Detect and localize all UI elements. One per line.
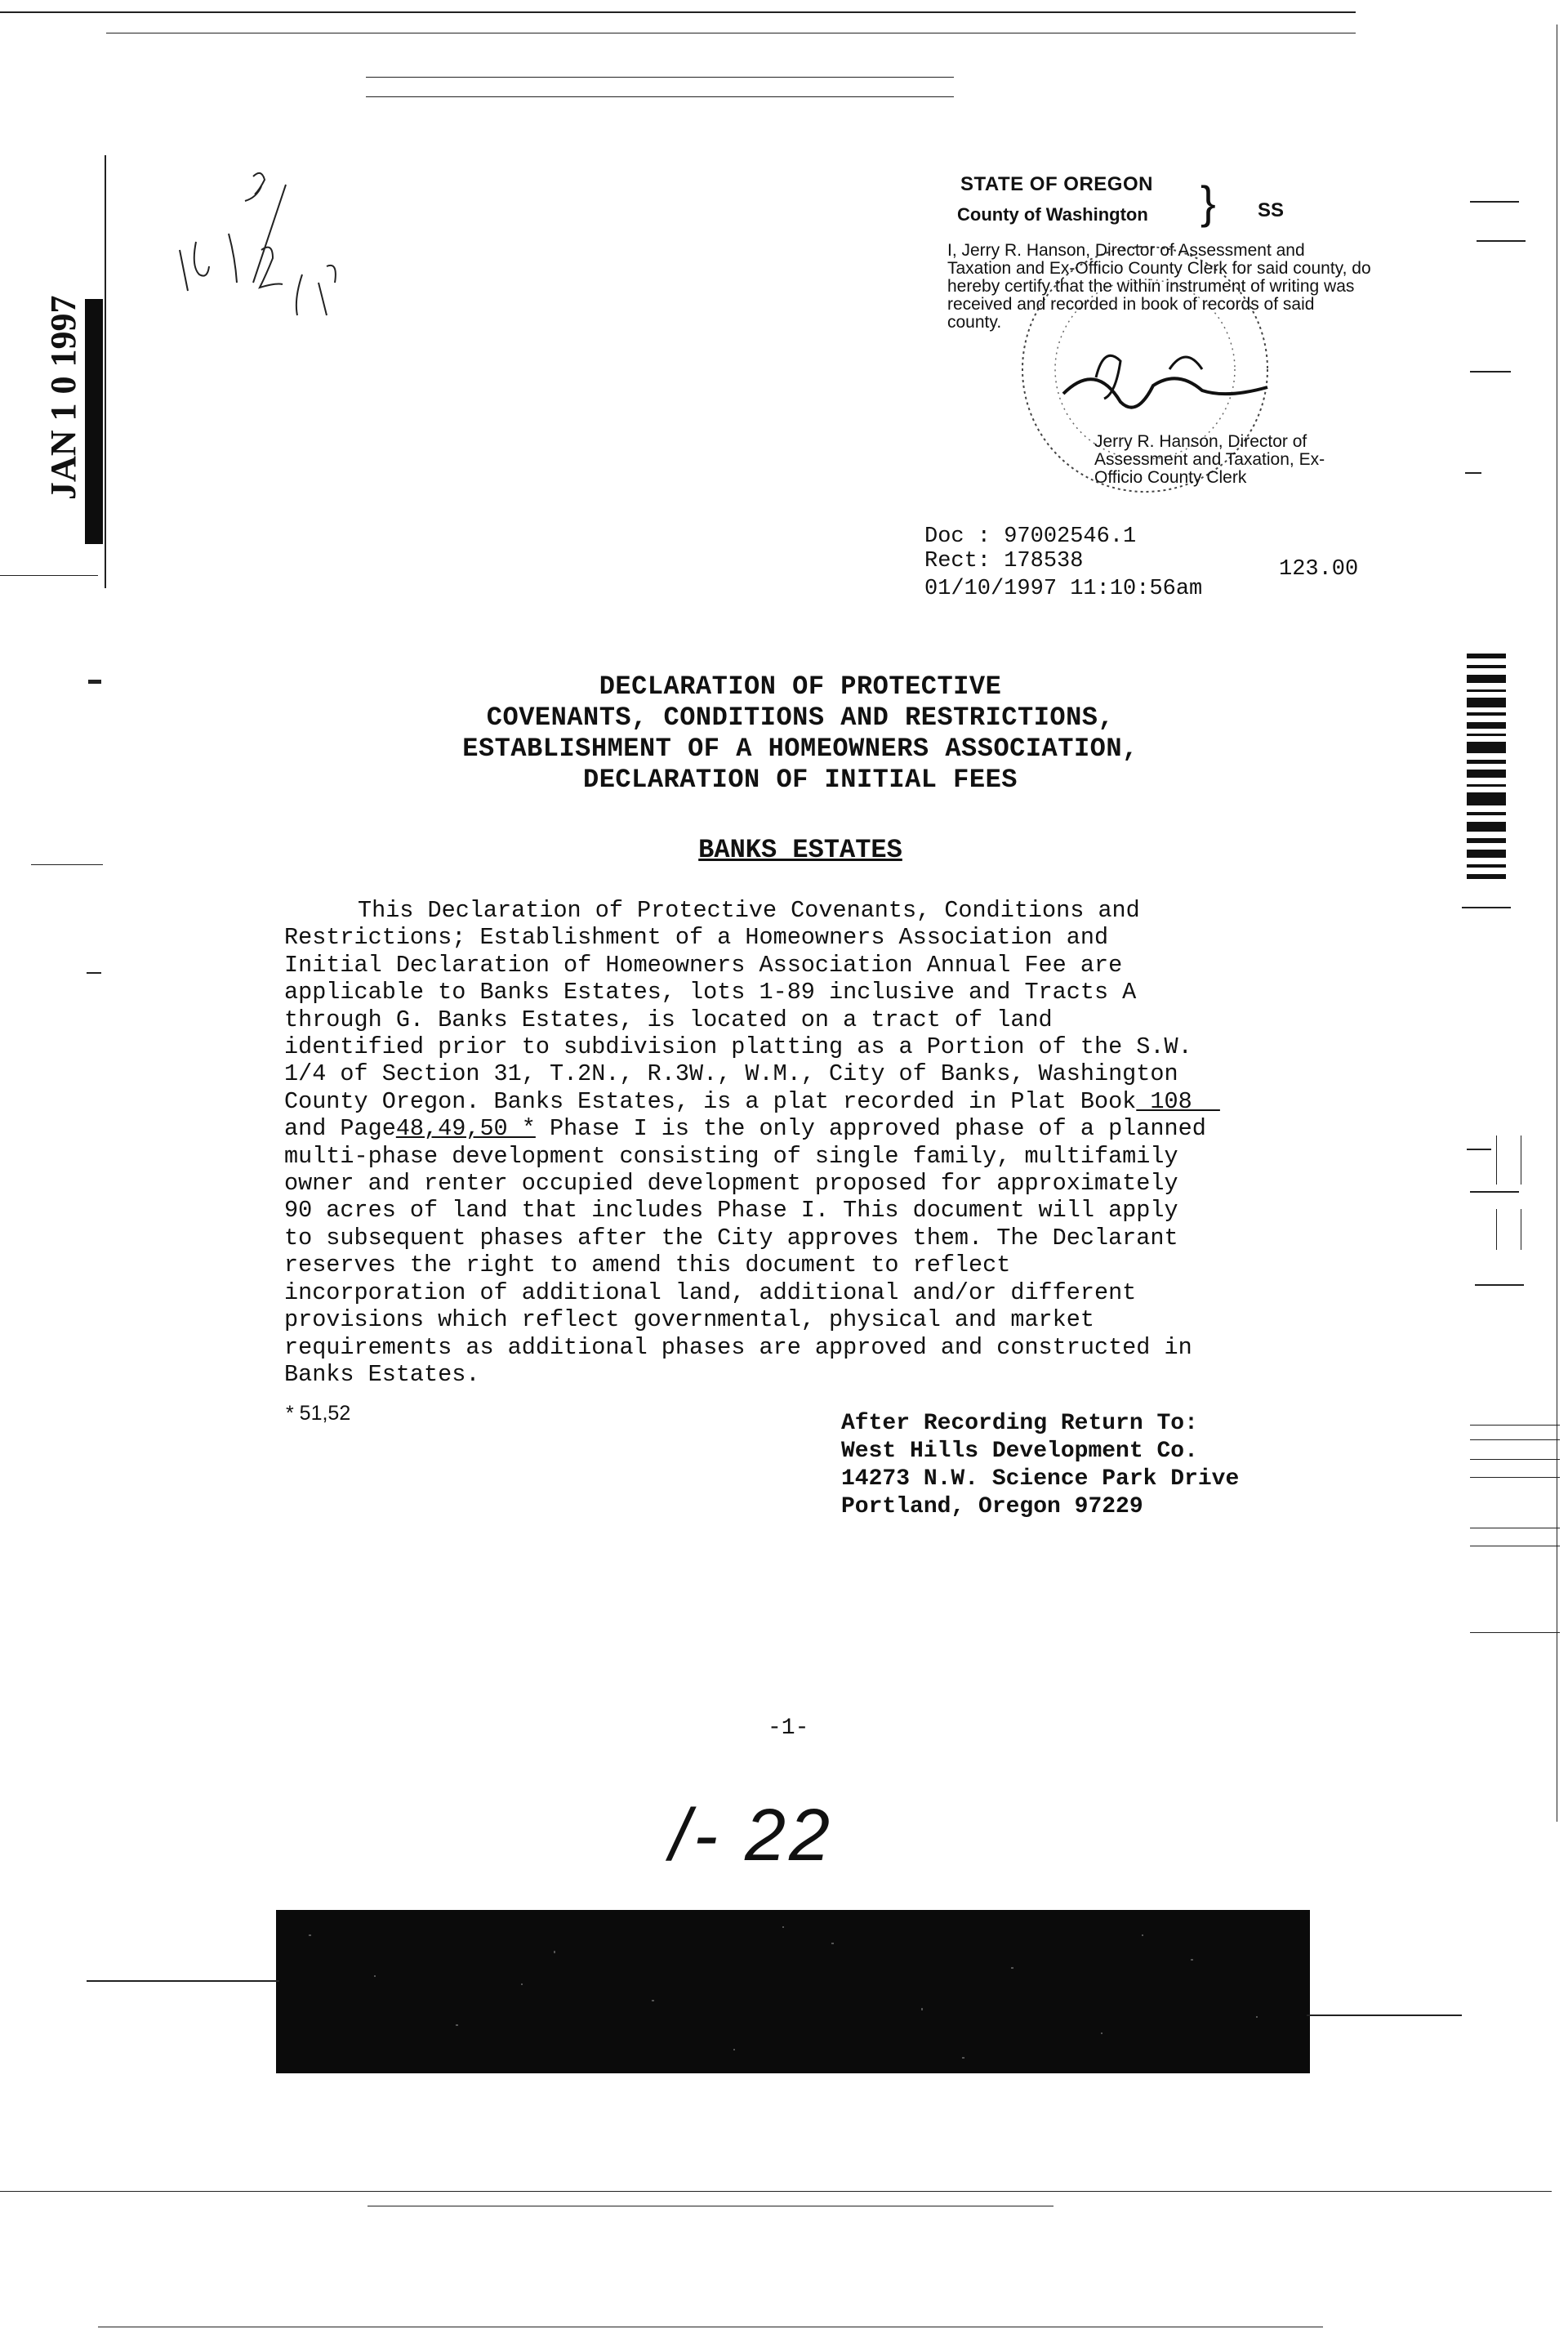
return-line: West Hills Development Co. bbox=[841, 1439, 1198, 1464]
plat-book-number: 108 bbox=[1136, 1087, 1220, 1115]
footnote: * 51,52 bbox=[286, 1402, 351, 1425]
right-tick bbox=[1467, 1149, 1491, 1150]
title-line: ESTABLISHMENT OF A HOMEOWNERS ASSOCIATION, bbox=[462, 734, 1138, 764]
handwritten-page-count: /- 22 bbox=[670, 1795, 834, 1876]
handwritten-notation bbox=[163, 160, 351, 340]
stamp-ss: SS bbox=[1258, 199, 1285, 221]
stamp-county: County of Washington bbox=[957, 204, 1148, 225]
right-tick bbox=[1470, 201, 1519, 203]
recording-datetime: 01/10/1997 11:10:56am bbox=[924, 577, 1203, 601]
return-line: After Recording Return To: bbox=[841, 1411, 1198, 1436]
scan-noise bbox=[276, 1910, 1310, 2073]
page-number: -1- bbox=[768, 1716, 809, 1741]
plat-page-numbers: 48,49,50 * bbox=[395, 1115, 536, 1143]
right-tick bbox=[1470, 1191, 1519, 1193]
header-rule-2 bbox=[366, 96, 954, 97]
bottom-rule bbox=[1307, 2015, 1462, 2016]
recording-amount: 123.00 bbox=[1279, 557, 1359, 582]
right-tick bbox=[1462, 907, 1511, 908]
right-tick bbox=[1465, 472, 1481, 474]
margin-rule-2 bbox=[31, 864, 103, 865]
left-tick bbox=[88, 680, 101, 684]
right-tick bbox=[1470, 1459, 1560, 1460]
right-tick-vertical bbox=[1496, 1209, 1497, 1250]
left-margin-bar bbox=[85, 299, 103, 544]
bottom-rule bbox=[87, 1980, 279, 1982]
title-line: DECLARATION OF PROTECTIVE bbox=[599, 672, 1002, 702]
left-tick bbox=[87, 972, 101, 974]
return-line: Portland, Oregon 97229 bbox=[841, 1494, 1143, 1519]
return-line: 14273 N.W. Science Park Drive bbox=[841, 1466, 1240, 1492]
barcode bbox=[1467, 654, 1506, 882]
declaration-body bbox=[284, 897, 1313, 1388]
document-title bbox=[294, 672, 1307, 796]
right-tick bbox=[1470, 1425, 1560, 1426]
margin-rule bbox=[0, 575, 98, 576]
stamp-state: STATE OF OREGON bbox=[960, 173, 1153, 195]
body-part-1: This Declaration of Protective Covenants, Conditions and Restrictions; Establishment of a Homeowners Association and Initial Declaration of Homeowners Association Annual Fee are applicable to Banks Estates, lots 1-89 inclusive and Tracts A through G. Banks Estates, is located on a tract of land identified prior to subdivision platting as a Portion of the S.W. 1/4 of Section 31, T.2N., R.3W., W.M., City of Banks, Washington County Oregon. Banks Estates, is a plat recorded in Plat Book bbox=[284, 897, 1192, 1115]
body-part-2: and Page bbox=[284, 1115, 396, 1143]
bottom-rule bbox=[0, 2191, 1552, 2192]
header-rule bbox=[366, 77, 954, 78]
body-part-3: Phase I is the only approved phase of a planned multi-phase development consisting of single family, multifamily owner and renter occupied development proposed for approximately 90 acres of land that includes Phase I. This document will apply to subsequent phases after the City approves them. The Declarant reserves the right to amend this document to reflect incorporation of additional land, additional and/or different provisions which reflect governmental, physical and market requirements as additional phases are approved and constructed in Banks Estates. bbox=[284, 1115, 1206, 1388]
right-tick-vertical bbox=[1496, 1136, 1497, 1185]
right-tick bbox=[1470, 1477, 1560, 1478]
left-margin-line bbox=[105, 155, 106, 588]
recording-doc-number: Doc : 97002546.1 bbox=[924, 524, 1137, 549]
subdivision-name bbox=[294, 835, 1307, 865]
return-address bbox=[841, 1410, 1239, 1521]
right-tick bbox=[1477, 240, 1526, 242]
stamp-certification: I, Jerry R. Hanson, Director of Assessment and Taxation and Ex-Officio County Clerk for said county, do hereby certify that the within instrument of writing was received and recorded in book of records of said county. bbox=[947, 241, 1371, 332]
title-line: DECLARATION OF INITIAL FEES bbox=[583, 765, 1018, 795]
recording-receipt: Rect: 178538 bbox=[924, 549, 1084, 573]
right-tick bbox=[1470, 1632, 1560, 1633]
right-tick bbox=[1470, 371, 1511, 373]
received-date-stamp: JAN 1 0 1997 bbox=[43, 295, 83, 500]
title-line: COVENANTS, CONDITIONS AND RESTRICTIONS, bbox=[486, 703, 1115, 733]
top-border-line bbox=[0, 11, 1356, 13]
subtitle-text: BANKS ESTATES bbox=[698, 835, 902, 865]
body-indent bbox=[284, 897, 358, 924]
stamp-signature-block: Jerry R. Hanson, Director of Assessment and Taxation, Ex-Officio County Clerk bbox=[1094, 432, 1325, 487]
brace-glyph: } bbox=[1200, 176, 1216, 228]
right-tick bbox=[1475, 1284, 1524, 1286]
right-tick bbox=[1470, 1439, 1560, 1440]
